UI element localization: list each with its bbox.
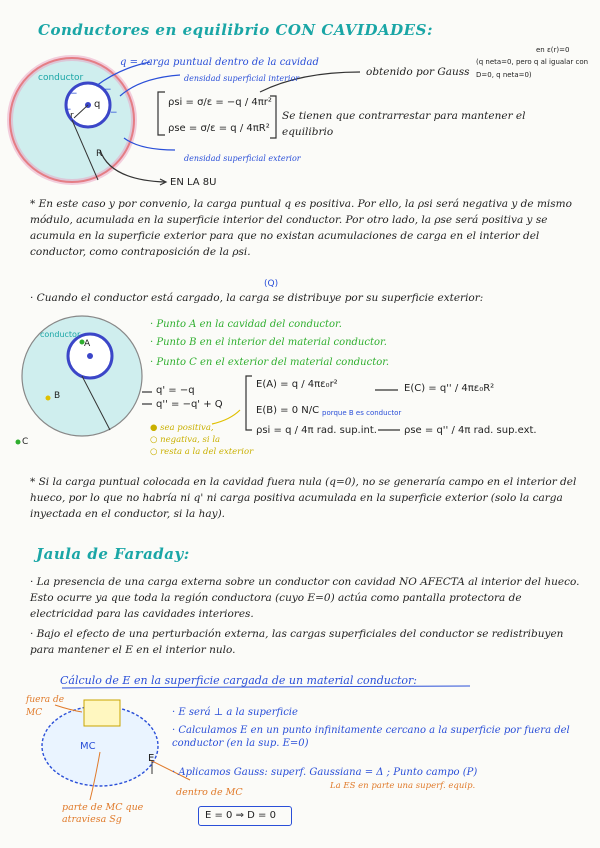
label-B: B	[54, 391, 61, 401]
label-C: C	[22, 437, 29, 447]
eq-outer: ρse = σ/ε = q / 4πR²	[168, 123, 270, 134]
label-A: A	[84, 339, 91, 349]
side-note-2: (q neta=0, pero q al igualar con D=0, q neta=0)	[476, 58, 589, 79]
eq-inner: ρsi = σ/ε = −q / 4πr²	[168, 97, 272, 108]
r-label: r	[70, 111, 74, 121]
section-3-paragraph-2: · Bajo el efecto de una perturbación externa, las cargas superficiales del conductor se redistribuyen para mantener el E en el interior nulo.	[30, 628, 564, 656]
legend-2: ○ negativa, si la	[150, 435, 221, 445]
result-text: E = 0 ⇒ D = 0	[205, 810, 276, 821]
dentro-label: dentro de MC	[176, 787, 243, 798]
svg-text:−: −	[70, 89, 78, 99]
obtained-gauss: obtenido por Gauss	[366, 66, 470, 78]
svg-text:−: −	[110, 108, 118, 118]
section-1-title: Conductores en equilibrio CON CAVIDADES:	[38, 21, 433, 39]
q-prime: q' = −q	[156, 385, 195, 396]
conductor-label-2: conductor	[40, 330, 81, 339]
bullet-1: · E será ⊥ a la superficie	[172, 707, 298, 718]
section-2-intro: · Cuando el conductor está cargado, la carga se distribuye por su superficie exterior:	[30, 292, 484, 304]
point-c: · Punto C en el exterior del material conductor.	[150, 357, 390, 368]
legend-1: ● sea positiva,	[150, 423, 214, 433]
rho-si: ρsi = q / 4π rad. sup.int.	[256, 425, 377, 436]
mc-label: MC	[80, 741, 96, 752]
parte-label: parte de MC que atraviesa Sg	[62, 802, 144, 825]
section-4-title: Cálculo de E en la superficie cargada de un material conductor:	[60, 674, 417, 687]
legend-3: ○ resta a la del exterior	[150, 447, 254, 457]
E-B: E(B) = 0 N/C	[256, 405, 320, 416]
bullet-3b: La ES en parte una superf. equip.	[330, 781, 476, 791]
svg-text:−: −	[64, 105, 72, 115]
conductor-label: conductor	[38, 73, 84, 83]
section-2-paragraph: * Si la carga puntual colocada en la cavidad fuera nula (q=0), no se generaría campo en el interior del hueco, por lo que no habría ni q' ni carga positiva acumulada en la superficie exterior (solo la carga inyectada en el conductor, si la hay).	[30, 476, 577, 520]
bullet-3: · Aplicamos Gauss: superf. Gaussiana = Δ ; Punto campo (P)	[172, 767, 478, 778]
E-B-note: porque B es conductor	[322, 409, 402, 417]
rho-se: ρse = q'' / 4π rad. sup.ext.	[404, 425, 537, 436]
bullet-2: · Calculamos E en un punto infinitamente cercano a la superficie por fuera del conductor (en la sup. E=0)	[172, 725, 570, 749]
section-3-title: Jaula de Faraday:	[36, 545, 190, 563]
point-b: · Punto B en el interior del material conductor.	[150, 337, 387, 348]
section-1-paragraph: * En este caso y por convenio, la carga puntual q es positiva. Por ello, la ρsi será negativa y de mismo módulo, acumulada en la superficie interior del conductor. Por otro lado, la ρse será positiva y se acumula en la superficie exterior para que no existan acumulaciones de carga en el interior del conductor, como contraposición de la ρsi.	[30, 198, 572, 258]
q-definition: q = carga puntual dentro de la cavidad	[120, 57, 319, 68]
section-3-paragraph-1: · La presencia de una carga externa sobre un conductor con cavidad NO AFECTA al interior del hueco. Esto ocurre ya que toda la región conductora (cuyo E=0) actúa como pantalla protectora de electricidad para las cavidades interiores.	[30, 576, 580, 620]
Q-label: (Q)	[264, 279, 279, 289]
center-label: q	[94, 99, 101, 110]
counter-note: Se tienen que contrarrestar para mantener el equilibrio	[282, 110, 526, 138]
R-label: R	[96, 149, 103, 159]
svg-text:−: −	[104, 85, 112, 95]
density-inner-label: densidad superficial interior	[184, 74, 300, 83]
density-outer-label: densidad superficial exterior	[184, 154, 301, 163]
point-a: · Punto A en la cavidad del conductor.	[150, 319, 342, 330]
result-box	[198, 806, 292, 826]
en-la-8u: EN LA 8U	[170, 177, 217, 188]
E-A: E(A) = q / 4πε₀r²	[256, 379, 338, 390]
q-double: q'' = −q' + Q	[156, 399, 223, 410]
fuera-label: fuera de MC	[26, 695, 65, 718]
E-label: E	[148, 753, 155, 764]
E-C: E(C) = q'' / 4πε₀R²	[404, 383, 495, 394]
side-note-1: en ε(r)=0	[536, 46, 570, 54]
